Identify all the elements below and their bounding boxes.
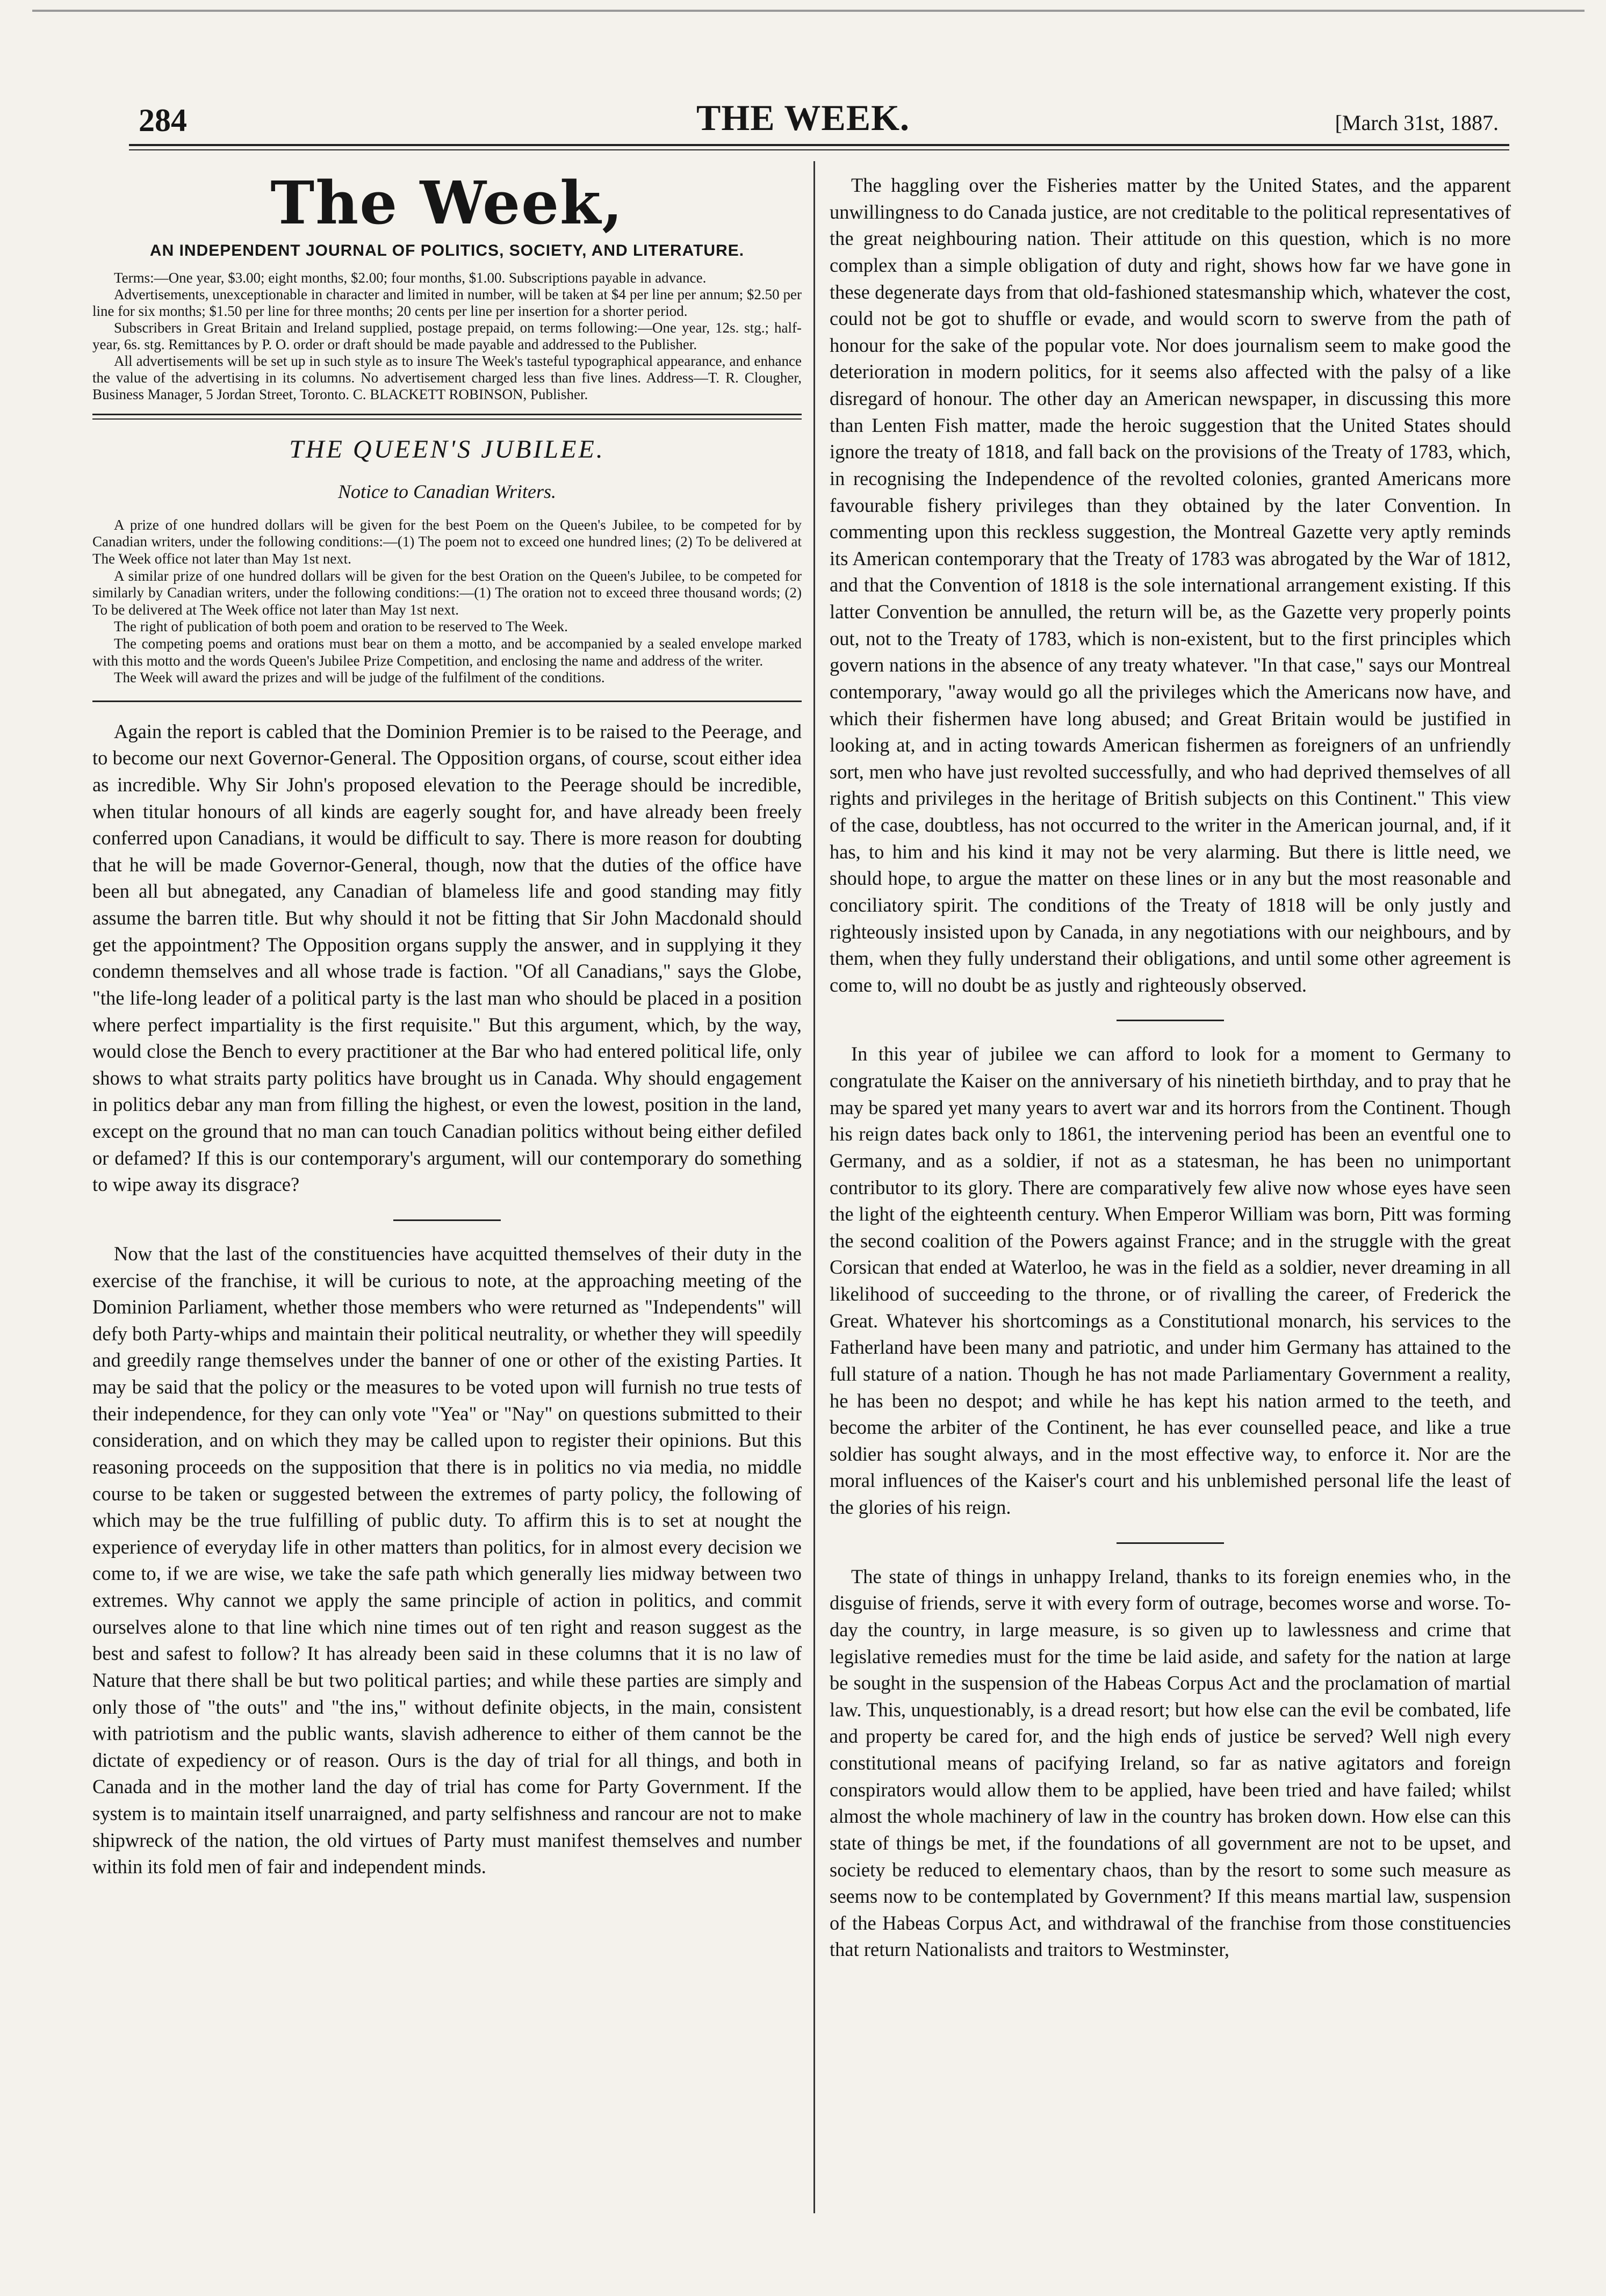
article-fisheries: The haggling over the Fisheries matter by the United States, and the apparent unwillingness to do Canada justice, are not creditable to the political representatives of the great neighbouring nation. Their attitude on this question, which is no more complex than a simple obligation of duty and right, shows how far we have gone in these degenerate days from that old-fashioned statesmanship which, whatever the cost, could not be got to shuffle or evade, and would scorn to swerve from the path of honour for the sake of the popular vote. Nor does journalism seem to make good the deterioration in modern politics, for it seems also affected with the palsy of a like disregard of honour. The other day an American newspaper, in discussing this more than Lenten Fish matter, made the heroic suggestion that the United States should ignore the treaty of 1818, and fall back on the provisions of the Treaty of 1783, which, in recognising the Independence of the revolted colonies, granted Americans more favourable fishery privileges than they obtained by the later Convention. In commenting upon this reckless suggestion, the Montreal Gazette very aptly reminds its American contemporary that the Treaty of 1783 was abrogated by the War of 1812, and that the Convention of 1818 is the sole international arrangement existing. If this latter Convention be annulled, the return will be, as the Gazette very properly points out, not to the Treaty of 1783, which is non-existent, but to the first principles which govern nations in the absence of any treaty whatever. "In that case," says our Montreal contemporary, "away would go all the privileges which the Americans now have, and which their fishermen have long abused; and Great Britain would be justified in looking at, and in acting towards American fishermen as foreigners of an unfriendly sort, men who have just revolted successfully, and who had deprived themselves of all rights and privileges in the heritage of British subjects on this Continent." This view of the case, doubtless, has not occurred to the writer in the American journal, and, if it has, to him and his kind it may not be very alarming. But there is little need, we should hope, to argue the matter on these lines or in any but the most reasonable and conciliatory spirit. The conditions of the Treaty of 1818 will be only justly and righteously insisted upon by Canada, in any negotiations with our neighbours, and by them, when they fully understand their obligations, and until some other agreement is come to, will no doubt be as justly and righteously observed. (830, 174, 1511, 996)
jubilee-title: THE QUEEN'S JUBILEE. (289, 435, 605, 464)
left-column (92, 168, 802, 1880)
header-rule (129, 144, 1509, 146)
notice-rule (92, 701, 802, 702)
notice-paragraph: A similar prize of one hundred dollars will be given for the best Oration on the Queen's Jubilee, to be competed for similarly by Canadian writers, under the following conditions:—(1) The oration not to exceed three thousand words; (2) To be delivered at The Week office not later than May 1st next. (92, 567, 802, 618)
terms-paragraph: Subscribers in Great Britain and Ireland supplied, postage prepaid, on terms following:—One year, 12s. stg.; half-year, 6s. stg. Remittances by P. O. order or draft should be made payable and addressed to the Publisher. (92, 319, 802, 352)
masthead-rule (92, 414, 802, 415)
article-separator (1117, 1020, 1224, 1021)
terms-paragraph: Terms:—One year, $3.00; eight months, $2.00; four months, $1.00. Subscriptions payable in advance. (114, 269, 707, 286)
notice-paragraph: A prize of one hundred dollars will be given for the best Poem on the Queen's Jubilee, to be competed for by Canadian writers, under the following conditions:—(1) The poem not to exceed one hundred lines; (2) To be delivered at The Week office not later than May 1st next. (92, 516, 802, 567)
column-divider (813, 161, 815, 2213)
notice-paragraph: The right of publication of both poem and oration to be reserved to The Week. (114, 618, 568, 635)
right-column (830, 172, 1511, 1963)
top-edge-rule (32, 10, 1585, 12)
left-articles (92, 718, 802, 1880)
article-separator (1117, 1542, 1224, 1544)
terms-paragraph: All advertisements will be set up in such style as to insure The Week's tasteful typographical appearance, and enhance the value of the advertising in its columns. No advertisement charged less than five lines. Address—T. R. Clougher, Business Manager, 5 Jordan Street, Toronto. C. BLACKETT ROBINSON, Publisher. (92, 352, 802, 402)
page-number: 284 (139, 103, 187, 138)
masthead-terms (92, 270, 802, 403)
jubilee-subtitle: Notice to Canadian Writers. (337, 480, 556, 502)
header-rule-thin (129, 149, 1509, 150)
article-independents: Now that the last of the constituencies have acquitted themselves of their duty in the exercise of the franchise, it will be curious to note, at the approaching meeting of the Dominion Parliament, whether those members who were returned as "Independents" will defy both Party-whips and maintain their political neutrality, or whether they will speedily and greedily range themselves under the banner of one or other of the existing Parties. It may be said that the policy or the measures to be voted upon will furnish no true tests of their independence, for they can only vote "Yea" or "Nay" on questions submitted to their consideration, and on which they may be called upon to register their opinions. But this reasoning proceeds on the supposition that there is in politics no via media, no middle course to be taken or suggested between the extremes of party policy, the following of which may be the true fulfilling of public duty. To affirm this is to set at nought the experience of everyday life in other matters than politics, for in almost every decision we come to, if we are wise, we take the safe path which generally lies midway between two extremes. Why cannot we apply the same principle of action in politics, and commit ourselves alone to that line which nine times out of ten right and reason suggest as the best and safest to follow? It has already been said in these columns that it is no law of Nature that there shall be but two political parties; and while these parties are simply and only those of "the outs" and "the ins," without definite objects, in the main, consistent with patriotism and the public wants, slavish adherence to either of them cannot be the dictate of expediency or of reason. Ours is the day of trial for all things, and both in Canada and in the mother land the day of trial has come for Party Government. If the system is to maintain itself unarraigned, and party selfishness and rancour are not to make shipwreck of the nation, the old virtues of Party must manifest themselves and number within its fold men of fair and independent minds. (92, 1242, 802, 1878)
article-kaiser: In this year of jubilee we can afford to look for a moment to Germany to congratulate the Kaiser on the anniversary of his ninetieth birthday, and to pray that he may be spared yet many years to avert war and its horrors from the Continent. Though his reign dates back only to 1861, the intervening period has been an eventful one to Germany, and as a soldier, if not as a statesman, he has been no unimportant contributor to its glory. There are comparatively few alive now whose eyes have seen the light of the eighteenth century. When Emperor William was born, Pitt was forming the second coalition of the Powers against France; and in the struggle with the great Corsican that ended at Waterloo, he was in the field as a soldier, never dreaming in all likelihood of succeeding to the throne, or of rivalling the career, of Frederick the Great. Whatever his shortcomings as a Constitutional monarch, his services to the Fatherland have been many and patriotic, and under him Germany has attained to the full stature of a nation. Though he has not made Parliamentary Government a reality, he has been no despot; and while he has kept his nation armed to the teeth, and become the arbiter of the Continent, he has ever counselled peace, and like a true soldier has sought always, and in the most effective way, to enforce it. Nor are the moral influences of the Kaiser's court and his unblemished personal life the least of the glories of his reign. (830, 1043, 1511, 1518)
article-peerage: Again the report is cabled that the Dominion Premier is to be raised to the Peerage, and to become our next Governor-General. The Opposition organs, of course, scout either idea as incredible. Why Sir John's proposed elevation to the Peerage should be incredible, when titular honours of all kinds are eagerly sought for, and have already been freely conferred upon Canadians, it would be difficult to say. There is more reason for doubting that he will be made Governor-General, though, now that the duties of the office have been all but abnegated, any Canadian of blameless life and good standing may fitly assume the barren title. But why should it not be fitting that Sir John Macdonald should get the appointment? The Opposition organs supply the answer, and in supplying it they condemn themselves and all whose trade is faction. "Of all Canadians," says the Globe, "the life-long leader of a political party is the last man who should be placed in a position where perfect impartiality is the first requisite." But this argument, which, by the way, would close the Bench to every practitioner at the Bar who had entered political life, only shows to what straits party politics have brought us in Canada. Why should engagement in politics debar any man from filling the highest, or even the lowest, position in the land, except on the ground that no man can touch Canadian politics without being either defiled or defamed? If this is our contemporary's argument, will our contemporary do something to wipe away its disgrace? (92, 720, 802, 1196)
masthead-rule-thin (92, 418, 802, 420)
masthead-subtitle: AN INDEPENDENT JOURNAL OF POLITICS, SOCIETY, AND LITERATURE. (149, 241, 745, 259)
terms-paragraph: Advertisements, unexceptionable in character and limited in number, will be taken at $4 per line per annum; $2.50 per line for six months; $1.50 per line for three months; 20 cents per line per insertion for a shorter period. (92, 286, 802, 319)
masthead-title: The Week, (270, 168, 624, 237)
notice-paragraph: The competing poems and orations must bear on them a motto, and be accompanied by a sealed envelope marked with this motto and the words Queen's Jubilee Prize Competition, and enclosing the name and address of the writer. (92, 635, 802, 669)
notice-paragraph: The Week will award the prizes and will be judge of the fulfilment of the conditions. (114, 669, 605, 686)
article-separator (393, 1219, 501, 1221)
article-ireland: The state of things in unhappy Ireland, thanks to its foreign enemies who, in the disguise of friends, serve it with every form of outrage, becomes worse and worse. To-day the country, in large measure, is so given up to lawlessness and crime that legislative remedies must for the time be laid aside, and safety for the nation at large be sought in the suspension of the Habeas Corpus Act and the proclamation of martial law. This, unquestionably, is a dread resort; but how else can the evil be combated, life and property be cared for, and the high ends of justice be served? Well nigh every constitutional means of pacifying Ireland, so far as native agitators and foreign conspirators would allow them to be applied, have been tried and have failed; whilst almost the whole machinery of law in the country has broken down. How else can this state of things be met, if the foundations of all government are not to be upset, and society be reduced to elementary chaos, than by the resort to some such measure as seems now to be contemplated by Government? If this means martial law, suspension of the Habeas Corpus Act, and withdrawal of the franchise from those constituencies that return Nationalists and traitors to Westminster, (830, 1565, 1511, 1961)
journal-title: THE WEEK. (696, 97, 910, 138)
right-articles (830, 172, 1511, 1963)
issue-date: [March 31st, 1887. (1335, 111, 1499, 135)
jubilee-notice (92, 517, 802, 687)
